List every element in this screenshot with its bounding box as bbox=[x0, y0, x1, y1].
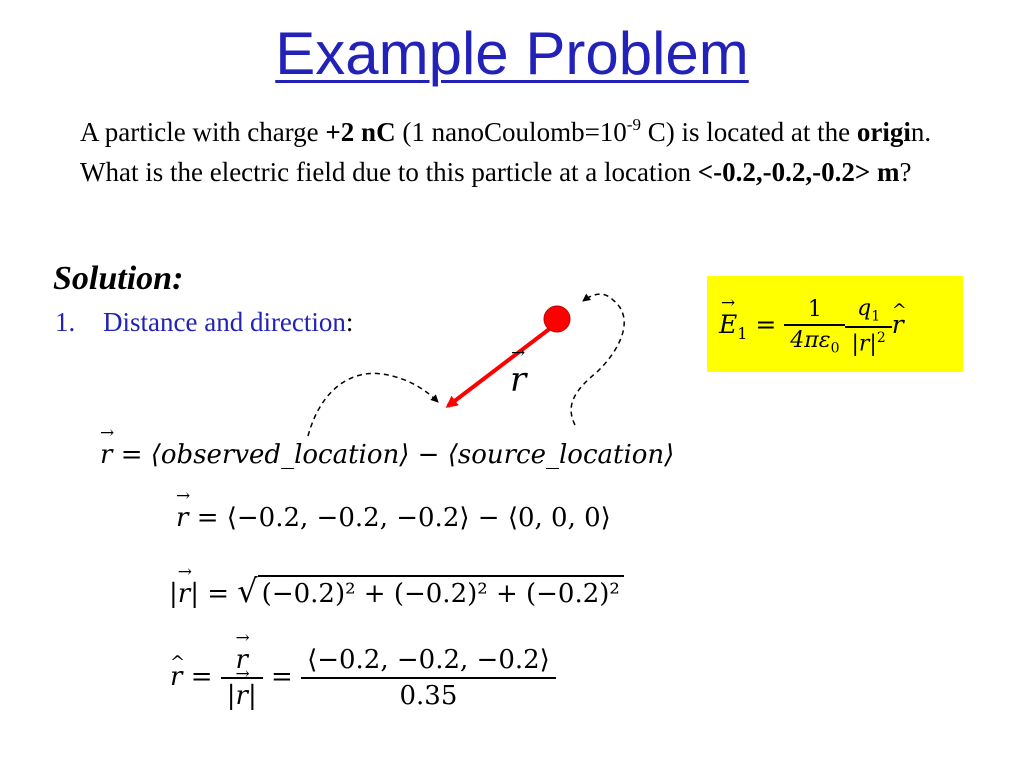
efield-symbol: → E bbox=[719, 310, 737, 339]
square-root: √ (−0.2)² + (−0.2)² + (−0.2)² bbox=[237, 572, 624, 610]
solution-heading: Solution: bbox=[53, 260, 184, 297]
problem-text-1: A particle with charge bbox=[80, 117, 326, 147]
dashed-curve-right bbox=[571, 294, 624, 425]
equation-unit-vector: ^ r = → $\frac{r}{|\to r|}$ = $\frac{⟨-0.2, -0.2, -0.2⟩}{0.35}$ bbox=[170, 645, 556, 711]
vector-label: → r bbox=[510, 360, 526, 400]
location-value: <-0.2,-0.2,-0.2> m bbox=[697, 157, 900, 187]
radicand: (−0.2)² + (−0.2)² + (−0.2)² bbox=[258, 575, 624, 609]
efield-subscript: 1 bbox=[737, 323, 748, 343]
equation-displacement-values: → r = ⟨−0.2, −0.2, −0.2⟩ − ⟨0, 0, 0⟩ bbox=[176, 503, 611, 533]
problem-text-5: ? bbox=[899, 157, 912, 187]
constant-numerator: 1 bbox=[784, 297, 845, 326]
equation-displacement-definition: → r = ⟨observed_location⟩ − ⟨source_location⟩ bbox=[100, 440, 674, 470]
unit-vector-fraction: → $\frac{r}{|\to r|}$ bbox=[221, 645, 263, 711]
constant-denominator: $4\pi\varepsilon_0$ bbox=[790, 327, 840, 357]
problem-text-4: . What is the electric field due to this particle at a location bbox=[80, 117, 932, 187]
charge-denominator: $|r|^2$ bbox=[851, 330, 886, 357]
problem-text-3: C) is located at the bbox=[640, 117, 857, 147]
slide-title: Example Problem bbox=[275, 20, 749, 87]
step-number: 1. bbox=[55, 307, 76, 337]
step-label: Distance and direction bbox=[103, 307, 346, 337]
charge-numerator: $q_1$ bbox=[845, 296, 891, 328]
position-vector-arrow bbox=[448, 327, 552, 406]
charge-value: +2 nC bbox=[325, 117, 396, 147]
step-colon: : bbox=[345, 307, 354, 337]
unit-vector-symbol: ^ r bbox=[892, 310, 904, 339]
origin-rest: n bbox=[910, 117, 925, 147]
equation-magnitude: |→ r| = √ (−0.2)² + (−0.2)² + (−0.2)² bbox=[169, 572, 624, 610]
origin-bold: origi bbox=[856, 117, 911, 147]
exponent: -9 bbox=[626, 115, 641, 134]
charge-particle bbox=[544, 306, 570, 332]
dashed-curve-left bbox=[308, 373, 438, 436]
problem-text-2: (1 nanoCoulomb=10 bbox=[395, 117, 627, 147]
equals-sign: = bbox=[755, 309, 777, 339]
unit-vector-numeric-fraction: $\frac{⟨-0.2, -0.2, -0.2⟩}{0.35}$ bbox=[301, 645, 556, 711]
